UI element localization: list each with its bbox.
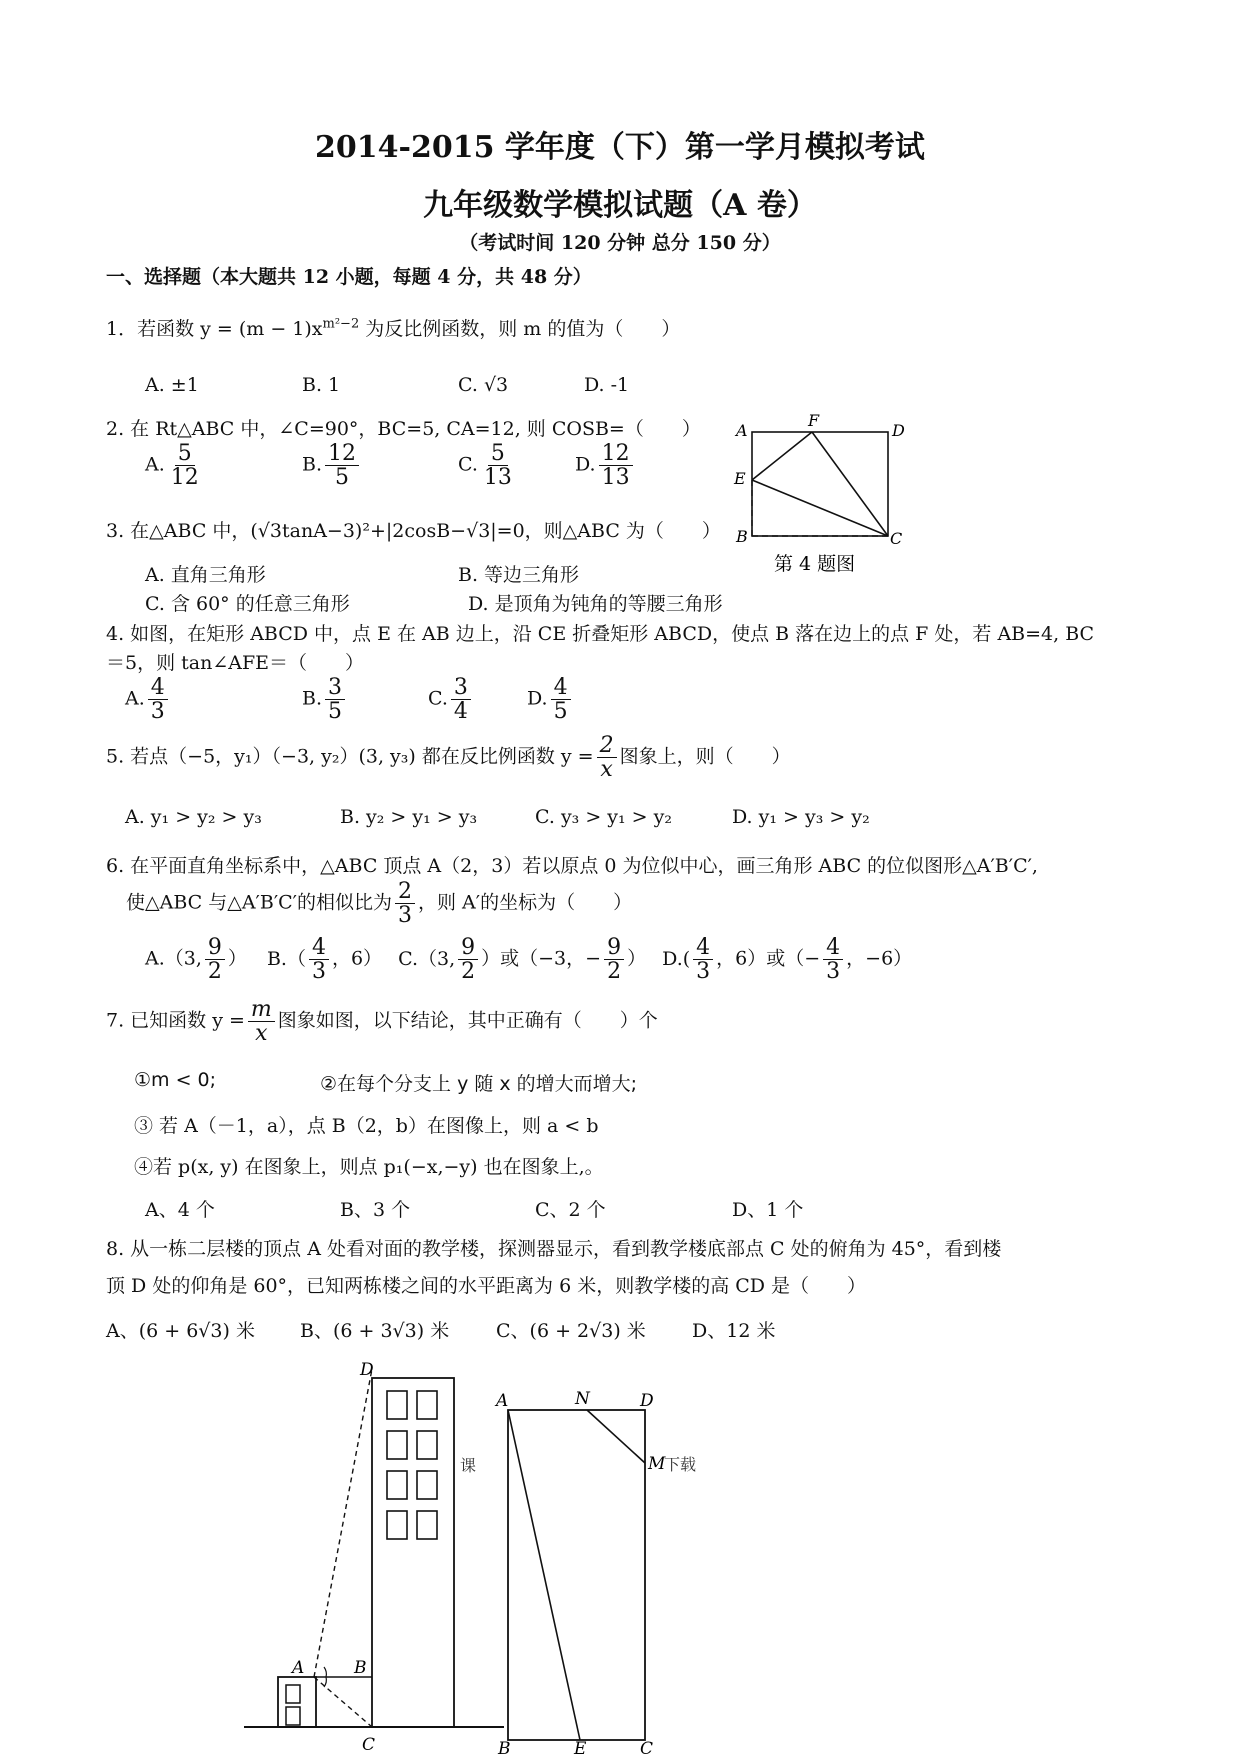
fig4-label-f: F xyxy=(808,411,820,430)
q3-option-b: B. 等边三角形 xyxy=(458,564,580,586)
fig9-label-n: N xyxy=(575,1389,590,1409)
fig9-label-e: E xyxy=(574,1739,587,1754)
small-building-window-1 xyxy=(286,1685,300,1703)
q1-stem-a: 1．若函数 y = (m − 1)x xyxy=(106,318,323,340)
fig4-line-ef xyxy=(752,432,812,480)
q2-option-d: D. $\frac{12}{13}$ xyxy=(575,442,636,489)
window xyxy=(387,1431,407,1459)
square-abcd xyxy=(508,1410,645,1740)
q7-option-c: C、2 个 xyxy=(535,1199,606,1221)
fig4-label-e: E xyxy=(734,469,746,488)
q7-option-d: D、1 个 xyxy=(732,1199,804,1221)
fig8-side-text: 课 xyxy=(460,1456,477,1475)
fig9-label-d: D xyxy=(640,1391,654,1411)
q7-conclusion-2: ②在每个分支上 y 随 x 的增大而增大; xyxy=(320,1073,638,1095)
exam-subtitle: 九年级数学模拟试题（A 卷） xyxy=(423,188,817,223)
question-3-stem: 3. 在△ABC 中，(√3tanA−3)²+|2cosB−√3|=0，则△ABC 为（ ） xyxy=(106,520,721,542)
teaching-building xyxy=(372,1378,454,1727)
figure-square xyxy=(490,1380,720,1754)
window xyxy=(387,1511,407,1539)
fig4-rectangle-top xyxy=(752,432,888,536)
question-8-line1: 8. 从一栋二层楼的顶点 A 处看对面的教学楼，探测器显示，看到教学楼底部点 C 处的俯角为 45°，看到楼 xyxy=(106,1238,1002,1260)
window xyxy=(417,1431,437,1459)
q7-option-a: A、4 个 xyxy=(145,1199,215,1221)
q5-option-c: C. y₃ > y₁ > y₂ xyxy=(535,806,672,828)
window xyxy=(417,1471,437,1499)
exam-note: （考试时间 120 分钟 总分 150 分） xyxy=(459,232,781,254)
q4-option-c: C. $\frac{3}{4}$ xyxy=(428,676,474,723)
angle-arc-up xyxy=(324,1667,326,1677)
question-7-stem: 7. 已知函数 y = $\frac{m}{x}$ 图象如图，以下结论，其中正确有（ ）个 xyxy=(106,997,658,1047)
q3-option-d: D. 是顶角为钝角的等腰三角形 xyxy=(468,593,723,615)
q7-conclusion-1: ①m < 0; xyxy=(134,1069,217,1091)
question-4-line1: 4. 如图，在矩形 ABCD 中，点 E 在 AB 边上，沿 CE 折叠矩形 ABCD，使点 B 落在边上的点 F 处，若 AB=4, BC xyxy=(106,623,1095,645)
figure-4 xyxy=(728,410,928,580)
fig9-label-c: C xyxy=(640,1739,654,1754)
q7-conclusion-3: ③ 若 A（－1，a），点 B（2，b）在图像上，则 a < b xyxy=(134,1115,599,1137)
q3-option-c: C. 含 60° 的任意三角形 xyxy=(145,593,350,615)
fig9-label-a: A xyxy=(496,1391,509,1411)
line-nm xyxy=(587,1410,645,1463)
question-8-line2: 顶 D 处的仰角是 60°，已知两栋楼之间的水平距离为 6 米，则教学楼的高 CD 是（ ） xyxy=(106,1275,867,1297)
window xyxy=(417,1391,437,1419)
q1-stem-b: 为反比例函数，则 m 的值为（ ） xyxy=(359,318,681,340)
q5-option-d: D. y₁ > y₃ > y₂ xyxy=(732,806,870,828)
q2-option-b: B. $\frac{12}{5}$ xyxy=(302,442,362,489)
q1-option-d: D. -1 xyxy=(584,374,630,396)
section-heading: 一、选择题（本大题共 12 小题，每题 4 分，共 48 分） xyxy=(106,266,592,288)
q1-exponent: m²−2 xyxy=(322,316,360,332)
q8-option-b: B、(6 + 3√3) 米 xyxy=(300,1320,450,1342)
window xyxy=(387,1391,407,1419)
q2-option-c: C. $\frac{5}{13}$ xyxy=(458,441,512,491)
fig4-label-b: B xyxy=(736,527,748,546)
question-6-line2: 使△ABC 与△A′B′C′的相似比为 $\frac{2}{3}$ ，则 A′的坐标为（ ） xyxy=(126,879,633,929)
window xyxy=(387,1471,407,1499)
fig8-label-b: B xyxy=(354,1658,367,1678)
fig4-label-a: A xyxy=(736,421,748,440)
q4-option-d: D. $\frac{4}{5}$ xyxy=(527,676,574,723)
q1-option-c: C. √3 xyxy=(458,374,509,396)
question-1-stem xyxy=(106,314,680,341)
q1-option-b: B. 1 xyxy=(302,374,341,396)
fig9-label-m: M xyxy=(648,1454,666,1474)
angle-arc-down xyxy=(324,1677,326,1687)
window xyxy=(417,1511,437,1539)
fig4-label-c: C xyxy=(890,529,903,548)
q5-option-a: A. y₁ > y₂ > y₃ xyxy=(125,806,262,828)
small-building-window-2 xyxy=(286,1707,300,1725)
fig8-label-d: D xyxy=(360,1360,374,1380)
q8-option-c: C、(6 + 2√3) 米 xyxy=(496,1320,646,1342)
question-6-line1: 6. 在平面直角坐标系中，△ABC 顶点 A（2，3）若以原点 0 为位似中心，画三角形 ABC 的位似图形△A′B′C′, xyxy=(106,855,1038,877)
q4-option-a: A. $\frac{4}{3}$ xyxy=(125,676,171,723)
q7-option-b: B、3 个 xyxy=(340,1199,411,1221)
q1-option-a: A. ±1 xyxy=(145,374,199,396)
q5-option-b: B. y₂ > y₁ > y₃ xyxy=(340,806,478,828)
exam-title: 2014-2015 学年度（下）第一学月模拟考试 xyxy=(315,130,925,165)
sightline-ad xyxy=(314,1369,372,1677)
question-2-stem: 2. 在 Rt△ABC 中，∠C=90°，BC=5, CA=12, 则 COSB=（ ） xyxy=(106,418,701,440)
fig4-label-d: D xyxy=(892,421,905,440)
line-ae xyxy=(508,1410,580,1740)
fig4-caption: 第 4 题图 xyxy=(774,553,856,575)
q7-conclusion-4: ④若 p(x, y) 在图象上，则点 p₁(−x,−y) 也在图象上,。 xyxy=(134,1156,604,1178)
q8-option-a: A、(6 + 6√3) 米 xyxy=(106,1320,255,1342)
fig9-side-text: 下载 xyxy=(664,1455,697,1474)
question-5-stem: 5. 若点（−5，y₁）（−3, y₂）(3, y₃) 都在反比例函数 y = $\frac{2}{x}$ 图象上，则（ ） xyxy=(106,733,791,783)
q2-option-a: A. $\frac{5}{12}$ xyxy=(145,441,199,491)
sightline-ac xyxy=(314,1677,372,1727)
fig8-label-a: A xyxy=(292,1658,305,1678)
fig9-label-b: B xyxy=(498,1739,511,1754)
q3-option-a: A. 直角三角形 xyxy=(145,564,266,586)
question-4-line2: ＝5，则 tan∠AFE＝（ ） xyxy=(106,652,365,674)
figure-8-buildings xyxy=(244,1355,504,1754)
q6-options: A.（3, $\frac{9}{2}$ ） B.（ $\frac{4}{3}$ ，6） C.（3, $\frac{9}{2}$ ）或（−3，− $\frac{9}{2}$ ） D.( $\frac{4}{3}$ ，6）或（− $\frac{4}{3}$ ，−6） xyxy=(145,935,913,985)
fig8-label-c: C xyxy=(362,1735,376,1754)
q8-option-d: D、12 米 xyxy=(692,1320,776,1342)
q4-option-b: B. $\frac{3}{5}$ xyxy=(302,676,348,723)
